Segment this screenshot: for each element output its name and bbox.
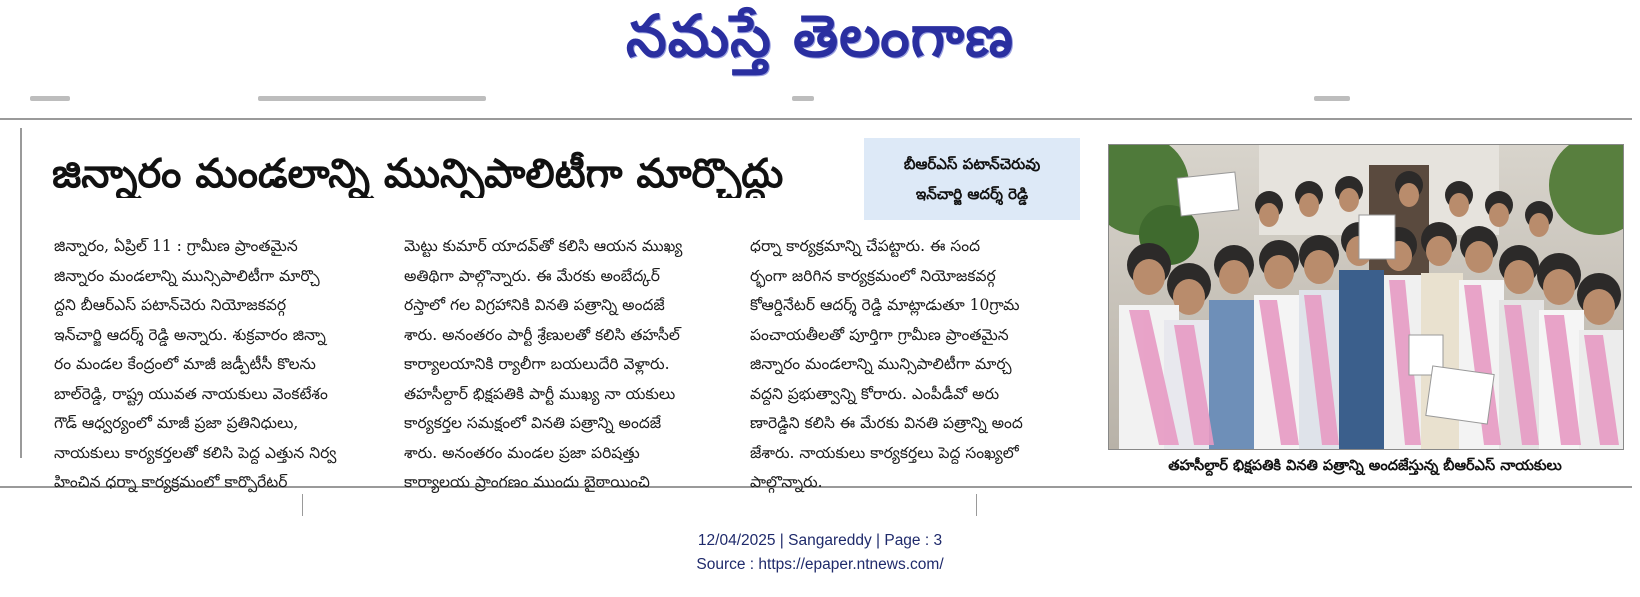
column-line: ఇన్‌చార్జి ఆదర్శ్ రెడ్డి అన్నారు. శుక్రవారం జిన్నా: [54, 325, 326, 344]
news-photo: [1108, 144, 1624, 450]
column-line: ద్దని బీఆర్ఎస్ పటాన్‌చెరు నియోజకవర్గ: [54, 296, 287, 314]
byline-box: [864, 138, 1080, 220]
column-line: రస్తాలో గల విగ్రహానికి వినతి పత్రాన్ని అందజే: [404, 296, 665, 314]
newspaper-title: నమస్తే తెలంగాణ: [626, 1, 1014, 70]
column-line: జిన్నారం మండలాన్ని మున్సిపాలిటీగా మార్చ: [750, 355, 1012, 373]
column-line: పాల్గొన్నారు.: [750, 473, 823, 491]
article-column-3: [750, 232, 1066, 498]
column-line: శారు. అనంతరం మండల ప్రజా పరిషత్తు: [404, 443, 640, 462]
top-rule: [0, 118, 1632, 120]
article-column-2: [404, 232, 720, 498]
byline-line-2: ఇన్‌చార్జి ఆదర్శ్ రెడ్డి: [915, 185, 1029, 203]
photo-caption: తహసీల్దార్ భిక్షపతికి వినతి పత్రాన్ని అందజేస్తున్న బీఆర్ఎస్ నాయకులు: [1168, 458, 1562, 474]
byline-line-1: బీఆర్ఎస్ పటాన్‌చెరువు: [903, 155, 1041, 173]
column-line: కోఆర్డినేటర్ ఆదర్శ్ రెడ్డి మాట్లాడుతూ 10గ్రామ: [750, 296, 1020, 314]
column-line: రం మండల కేంద్రంలో మాజీ జడ్పీటీసీ కొలను: [54, 355, 316, 373]
source-link[interactable]: Source : https://epaper.ntnews.com/: [696, 556, 944, 573]
column-line: పంచాయతీలతో పూర్తిగా గ్రామీణ ప్రాంతమైన: [750, 325, 1009, 344]
news-photo-illustration: [1109, 145, 1623, 449]
article-headline: జిన్నారం మండలాన్ని మున్సిపాలిటీగా మార్చొద్దు: [52, 151, 784, 197]
column-line: ర్భంగా జరిగిన కార్యక్రమంలో నియోజకవర్గ: [750, 266, 996, 285]
column-line: హించిన ధర్నా కార్యక్రమంలో కార్పొరేటర్: [54, 473, 288, 491]
column-line: జిన్నారం, ఏప్రిల్ 11 : గ్రామీణ ప్రాంతమైన: [54, 237, 298, 255]
column-line: కార్యాలయానికి ర్యాలీగా బయలుదేరి వెళ్లారు.: [404, 355, 670, 373]
column-line: మెట్టు కుమార్ యాదవ్‌తో కలిసి ఆయన ముఖ్య: [404, 237, 683, 255]
column-line: అతిథిగా పాల్గొన్నారు. ఈ మేరకు అంబేద్కర్: [404, 266, 660, 285]
clipped-text-strip: [0, 92, 1640, 106]
masthead: [0, 0, 1640, 86]
column-line: వద్దని ప్రభుత్వాన్ని కోరారు. ఎంపీడీవో అరు: [750, 384, 1000, 403]
column-line: గౌడ్ ఆధ్వర్యంలో మాజీ ప్రజా ప్రతినిధులు,: [54, 414, 299, 432]
column-line: శారు. అనంతరం పార్టీ శ్రేణులతో కలిసి తహసీల్: [404, 325, 680, 344]
column-line: జేశారు. నాయకులు కార్యకర్తలు పెద్ద సంఖ్యలో: [750, 443, 1019, 462]
column-line: బాల్‌రెడ్డి, రాష్ట్ర యువత నాయకులు వెంకటేశం: [54, 384, 328, 403]
column-line: జిన్నారం మండలాన్ని మున్సిపాలిటీగా మార్చొ: [54, 266, 320, 285]
edition-info: 12/04/2025 | Sangareddy | Page : 3: [697, 532, 943, 549]
column-line: నాయకులు కార్యకర్తలతో కలిసి పెద్ద ఎత్తున నిర్వ: [54, 443, 337, 462]
article-column-1: [54, 232, 370, 498]
column-line: తహసీల్దార్ భిక్షపతికి పార్టీ ముఖ్య నా యకులు: [404, 384, 676, 403]
column-line: కార్యాలయ ప్రాంగణం ముందు బైఠాయించి: [404, 473, 650, 491]
column-line: ధర్నా కార్యక్రమాన్ని చేపట్టారు. ఈ సంద: [750, 237, 981, 255]
left-edge-rule: [20, 128, 22, 458]
column-line: కార్యకర్తల సమక్షంలో వినతి పత్రాన్ని అందజే: [404, 414, 662, 432]
column-line: ణారెడ్డిని కలిసి ఈ మేరకు వినతి పత్రాన్ని అంద: [750, 414, 1023, 432]
